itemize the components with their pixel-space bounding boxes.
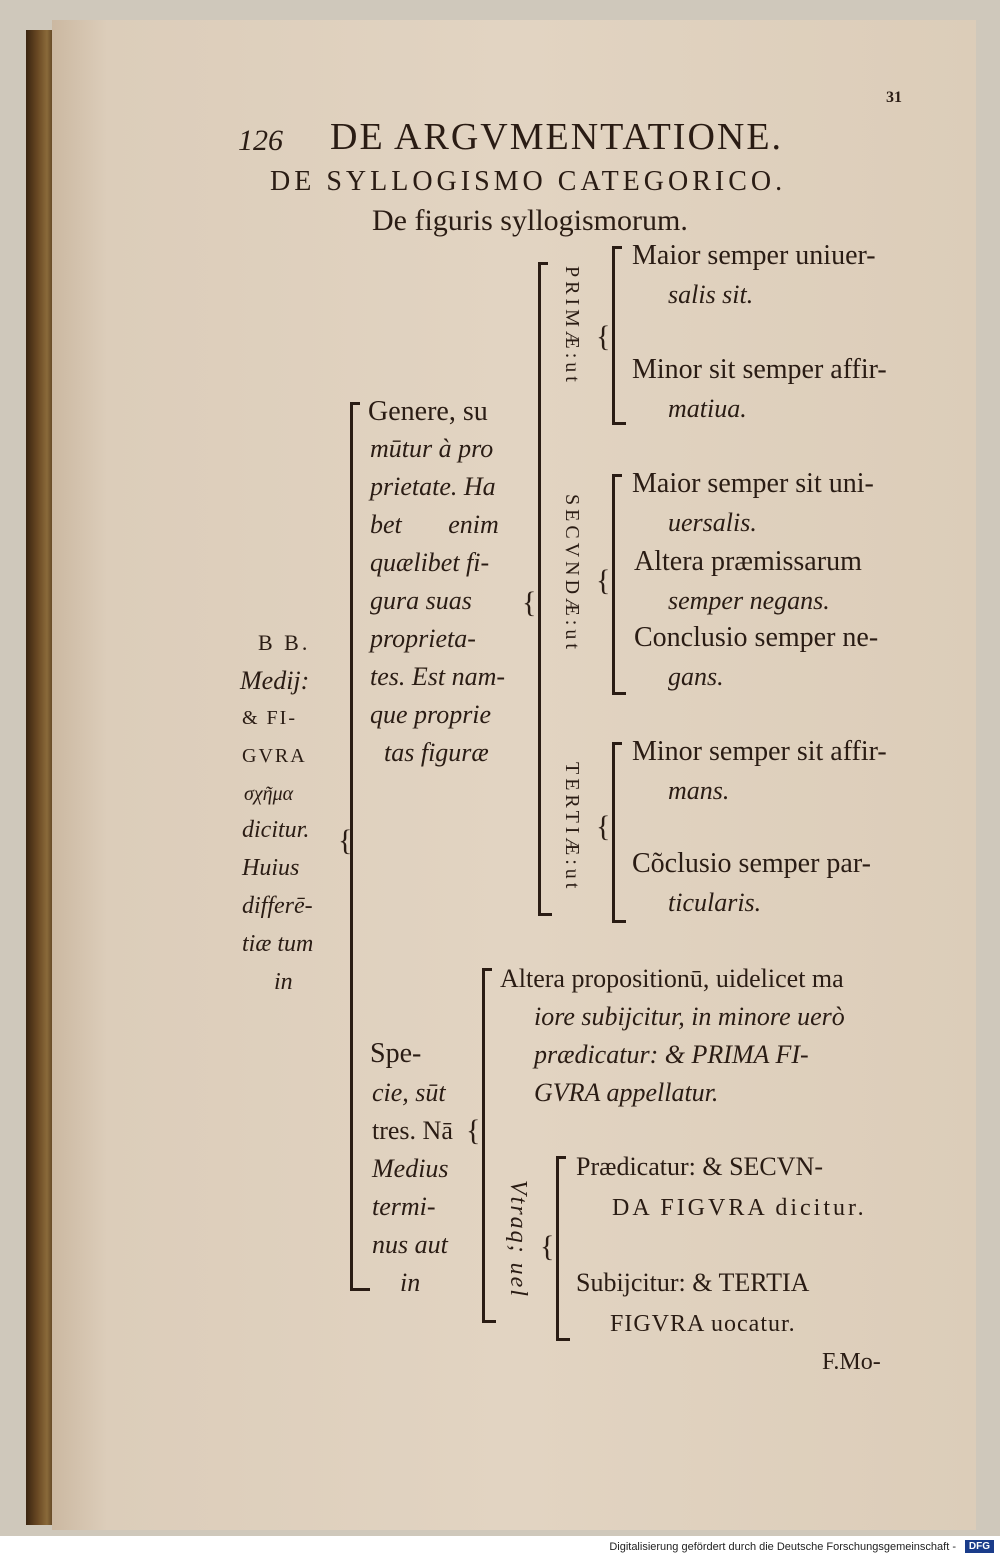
figure-label-tertia: TERTIÆ:ut <box>561 762 583 893</box>
prima-line: salis sit. <box>668 280 754 309</box>
prima-line: Maior semper uniuer- <box>632 240 876 271</box>
genere-line: gura suas <box>370 586 472 615</box>
vtraque-brace <box>556 1156 559 1340</box>
vtraque-subj-line: FIGVRA uocatur. <box>610 1311 796 1337</box>
genere-line: bet enim <box>370 510 499 539</box>
specie-brace-top <box>482 968 492 971</box>
vtraque-pred-line: DA FIGVRA dicitur. <box>612 1195 867 1221</box>
tertia-brace <box>612 742 615 922</box>
specie-line: termi- <box>372 1192 436 1221</box>
prima-brace-top <box>612 246 622 249</box>
root-line: & FI- <box>242 707 297 729</box>
subtitle: De figuris syllogismorum. <box>372 204 688 237</box>
page-number: 126 <box>238 124 283 157</box>
dfg-logo: DFG <box>965 1540 994 1553</box>
tertia-line: mans. <box>668 776 730 805</box>
prima-brace-bottom <box>612 422 626 425</box>
vtraque-brace-tip: { <box>540 1230 555 1263</box>
genere-line: mūtur à pro <box>370 434 494 463</box>
secunda-line: uersalis. <box>668 508 757 537</box>
digitization-footer <box>0 1536 1000 1560</box>
secunda-line: Altera præmissarum <box>634 546 862 577</box>
tertia-line: Cõclusio semper par- <box>632 848 871 879</box>
tertia-brace-top <box>612 742 622 745</box>
genere-line: tas figuræ <box>384 738 489 767</box>
genere-brace-top <box>538 262 548 265</box>
running-title: DE ARGVMENTATIONE. <box>330 116 784 158</box>
prima-brace-tip: { <box>596 320 611 353</box>
specie-line: tres. Nā <box>372 1116 453 1145</box>
root-line: differē- <box>242 893 313 919</box>
vtraque-pred-line: Prædicatur: & SECVN- <box>576 1152 823 1181</box>
secunda-brace-bottom <box>612 692 626 695</box>
altera-line: GVRA appellatur. <box>534 1078 719 1107</box>
genere-brace-tip: { <box>522 586 537 619</box>
genere-line: que proprie <box>370 700 492 729</box>
tertia-brace-bottom <box>612 920 626 923</box>
figure-label-prima: PRIMÆ:ut <box>561 266 583 386</box>
vtraque-subj-line: Subijcitur: & TERTIA <box>576 1268 810 1297</box>
figure-label-secunda: SECVNDÆ:ut <box>561 494 583 653</box>
main-brace-bottom <box>350 1288 370 1291</box>
secunda-line: Conclusio semper ne- <box>634 622 879 653</box>
secunda-line: Maior semper sit uni- <box>632 468 874 499</box>
prima-line: matiua. <box>668 394 747 423</box>
catchword: F.Mo- <box>822 1349 881 1375</box>
tertia-line: ticularis. <box>668 888 762 917</box>
tertia-brace-tip: { <box>596 810 611 843</box>
altera-line: iore subijcitur, in minore uerò <box>534 1002 845 1031</box>
corner-mark: 31 <box>886 89 902 106</box>
vtraque-brace-bottom <box>556 1338 570 1341</box>
specie-line: Medius <box>372 1154 449 1183</box>
secunda-brace-top <box>612 474 622 477</box>
secunda-brace <box>612 474 615 694</box>
genere-line: quælibet fi- <box>370 548 490 577</box>
section-title: DE SYLLOGISMO CATEGORICO. <box>270 166 787 197</box>
root-line: in <box>274 969 293 995</box>
altera-line: Altera propositionū, uidelicet ma <box>500 964 844 993</box>
vtraque-label: Vtraq; uel <box>505 1180 531 1298</box>
altera-line: prædicatur: & PRIMA FI- <box>534 1040 809 1069</box>
genere-line: prietate. Ha <box>370 472 496 501</box>
footer-text: Digitalisierung gefördert durch die Deutsche Forschungsgemeinschaft - <box>609 1541 956 1553</box>
specie-brace-tip: { <box>466 1114 481 1147</box>
tertia-line: Minor semper sit affir- <box>632 736 887 767</box>
secunda-brace-tip: { <box>596 564 611 597</box>
specie-line: cie, sūt <box>372 1078 446 1107</box>
root-line: dicitur. <box>242 817 310 843</box>
main-brace-tip: { <box>338 824 353 857</box>
vtraque-brace-top <box>556 1156 566 1159</box>
root-line: σχῆμα <box>244 783 294 805</box>
specie-brace <box>482 968 485 1322</box>
genere-line: Genere, su <box>368 396 488 427</box>
prima-line: Minor sit semper affir- <box>632 354 887 385</box>
root-line: B B. <box>258 630 311 655</box>
secunda-line: gans. <box>668 662 724 691</box>
specie-line: in <box>400 1268 421 1297</box>
root-line: GVRA <box>242 745 307 767</box>
root-line: Huius <box>242 855 300 881</box>
genere-line: proprieta- <box>370 624 476 653</box>
genere-brace-bottom <box>538 913 552 916</box>
root-line: tiæ tum <box>242 931 314 957</box>
specie-brace-bottom <box>482 1320 496 1323</box>
specie-line: Spe- <box>370 1038 422 1069</box>
specie-line: nus aut <box>372 1230 448 1259</box>
genere-brace <box>538 262 541 916</box>
secunda-line: semper negans. <box>668 586 830 615</box>
root-line: Medij: <box>240 666 310 695</box>
prima-brace <box>612 246 615 424</box>
genere-line: tes. Est nam- <box>370 662 506 691</box>
